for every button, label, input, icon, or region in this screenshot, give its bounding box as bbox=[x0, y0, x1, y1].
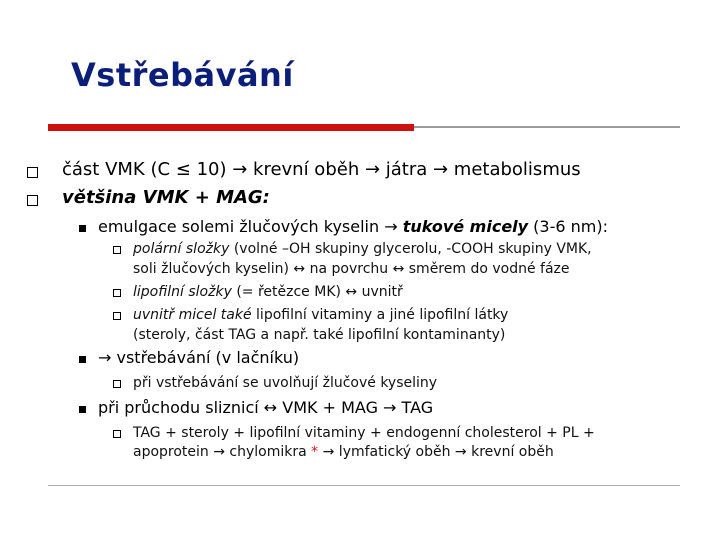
text-segment: emulgace solemi žlučových kyselin → bbox=[98, 217, 403, 236]
sub-sub-bullet-zlucove: při vstřebávání se uvolňují žlučové kyseliny bbox=[133, 375, 438, 391]
term-uvnitr-micel: uvnitř micel také bbox=[133, 307, 252, 323]
title-underline-gray bbox=[414, 126, 680, 128]
bottom-divider bbox=[48, 485, 680, 486]
sub-sub-bullet-uvnitr bbox=[133, 307, 508, 323]
sub-bullet-emulgace bbox=[98, 217, 608, 236]
sub-sub-bullet-tag: TAG + steroly + lipofilní vitaminy + endogenní cholesterol + PL + bbox=[133, 425, 595, 441]
hollow-square-bullet-icon bbox=[113, 312, 121, 320]
text-segment: (volné –OH skupiny glycerolu, -COOH skupiny VMK, bbox=[229, 241, 592, 257]
sub-bullet-vstrebavani: → vstřebávání (v lačníku) bbox=[98, 348, 300, 367]
filled-square-bullet-icon bbox=[79, 406, 86, 413]
text-segment: lipofilní vitaminy a jiné lipofilní látky bbox=[251, 307, 509, 323]
sub-sub-bullet-uvnitr-cont: (steroly, část TAG a např. také lipofilní kontaminanty) bbox=[133, 327, 506, 343]
filled-square-bullet-icon bbox=[79, 356, 86, 363]
text-segment: (3-6 nm): bbox=[528, 217, 608, 236]
bullet-line-1: část VMK (C ≤ 10) → krevní oběh → játra → metabolismus bbox=[62, 159, 581, 180]
hollow-square-bullet-icon bbox=[113, 289, 121, 297]
sub-bullet-pruchod: při průchodu sliznicí ↔ VMK + MAG → TAG bbox=[98, 398, 434, 417]
hollow-square-bullet-icon bbox=[27, 167, 38, 178]
filled-square-bullet-icon bbox=[79, 225, 86, 232]
sub-sub-bullet-lipofilni bbox=[133, 284, 403, 300]
hollow-square-bullet-icon bbox=[113, 246, 121, 254]
term-tukove-micely: tukové micely bbox=[402, 217, 529, 236]
text-segment: apoprotein → chylomikra bbox=[133, 444, 312, 460]
sub-sub-bullet-polarni bbox=[133, 241, 592, 257]
asterisk-note: * bbox=[311, 444, 319, 460]
slide-title: Vstřebávání bbox=[71, 56, 294, 94]
hollow-square-bullet-icon bbox=[113, 380, 121, 388]
term-polarni-slozky: polární složky bbox=[133, 241, 230, 257]
text-segment: → lymfatický oběh → krevní oběh bbox=[318, 444, 554, 460]
sub-sub-bullet-tag-cont bbox=[133, 444, 554, 460]
sub-sub-bullet-polarni-cont: soli žlučových kyselin) ↔ na povrchu ↔ směrem do vodné fáze bbox=[133, 261, 570, 277]
text-segment: (= řetězce MK) ↔ uvnitř bbox=[231, 284, 403, 300]
title-underline-red bbox=[48, 124, 414, 131]
bullet-line-2: většina VMK + MAG: bbox=[62, 187, 270, 208]
hollow-square-bullet-icon bbox=[113, 430, 121, 438]
hollow-square-bullet-icon bbox=[27, 195, 38, 206]
term-lipofilni-slozky: lipofilní složky bbox=[133, 284, 232, 300]
